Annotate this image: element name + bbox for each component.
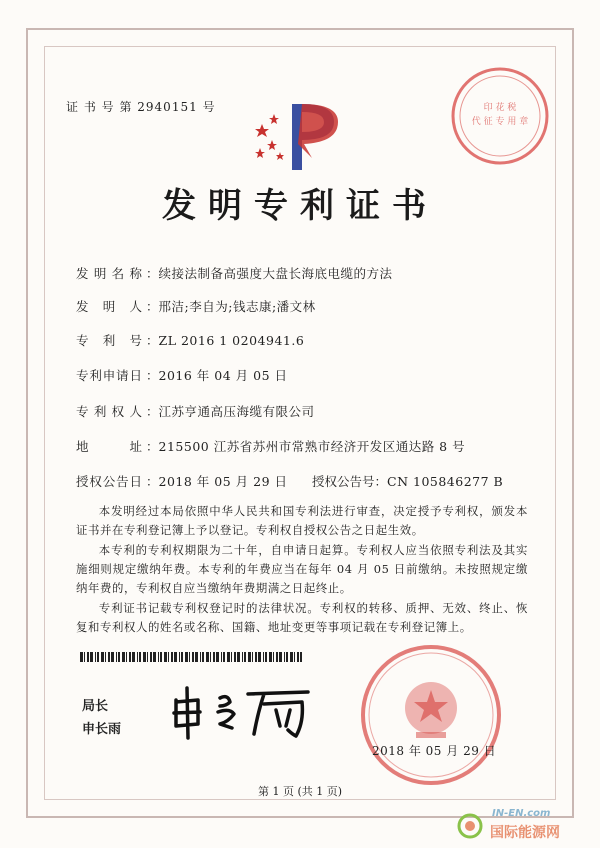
body-paragraph-1: 本发明经过本局依照中华人民共和国专利法进行审查，决定授予专利权，颁发本证书并在专利登记簿上予以登记。专利权自授权公告之日起生效。 — [76, 504, 528, 537]
watermark-text-en: IN-EN.com — [492, 808, 551, 819]
grant-number-field — [312, 472, 503, 490]
signature-icon — [168, 682, 318, 742]
body-paragraph-3: 专利证书记载专利权登记时的法律状况。专利权的转移、质押、无效、终止、恢复和专利权人的姓名或名称、国籍、地址变更等事项记载在专利登记簿上。 — [76, 601, 528, 634]
bureau-name: 申长雨 — [82, 722, 122, 737]
grant-number-value: CN 105846277 B — [387, 474, 504, 489]
certificate-title: 发明专利证书 — [162, 186, 438, 226]
bureau-title: 局长 — [82, 699, 109, 714]
patentee-field: 专 利 权 人 ：江苏亨通高压海缆有限公司 — [76, 404, 315, 419]
grant-date-field: 授 权 公 告 日 ：2018 年 05 月 29 日 — [76, 474, 288, 489]
inventors-value: 邢洁;李自为;钱志康;潘文林 — [158, 299, 316, 314]
patent-number-value: ZL 2016 1 0204941.6 — [158, 333, 305, 348]
patentee-value: 江苏亨通高压海缆有限公司 — [158, 404, 315, 419]
inventors-field: 发 明 人 ：邢洁;李自为;钱志康;潘文林 — [76, 299, 316, 314]
address-value: 215500 江苏省苏州市常熟市经济开发区通达路 8 号 — [158, 439, 466, 454]
svg-text:印 花 税: 印 花 税 — [483, 103, 517, 113]
inventors-label: 发 明 人 — [76, 299, 142, 314]
svg-text:代 征 专 用 章: 代 征 专 用 章 — [471, 117, 529, 127]
filing-date-value: 2016 年 04 月 05 日 — [158, 368, 288, 383]
address-field: 地 址 ：215500 江苏省苏州市常熟市经济开发区通达路 8 号 — [76, 439, 466, 454]
invention-name-field: 发 明 名 称 ：续接法制备高强度大盘长海底电缆的方法 — [76, 266, 393, 281]
patent-office-logo-icon — [252, 100, 348, 172]
page-number: 第 1 页 (共 1 页) — [257, 785, 343, 798]
patentee-label: 专 利 权 人 — [76, 404, 142, 419]
official-stamp-icon — [448, 64, 552, 168]
barcode-icon — [80, 652, 302, 662]
grant-date-label: 授 权 公 告 日 — [76, 474, 142, 489]
national-seal-icon — [358, 642, 504, 788]
issue-date: 2018 年 05 月 29 日 — [372, 744, 497, 758]
address-label: 地 址 — [76, 439, 142, 454]
invention-name-label: 发 明 名 称 — [76, 266, 142, 281]
grant-number-label: 授权公告号： — [312, 474, 388, 489]
filing-date-label: 专 利 申 请 日 — [76, 368, 142, 383]
body-paragraph-2: 本专利的专利权期限为二十年，自申请日起算。专利权人应当依照专利法及其实施细则规定缴纳年费。本专利的年费应当在每年 04 月 05 日前缴纳。未按照规定缴纳年费的，专利权自应当缴纳年费期满之日起终止。 — [76, 543, 528, 595]
patent-number-label: 专 利 号 — [76, 333, 142, 348]
patent-number-field: 专 利 号 ：ZL 2016 1 0204941.6 — [76, 333, 305, 348]
certificate-number: 证 书 号 第 2940151 号 — [66, 100, 216, 114]
grant-date-value: 2018 年 05 月 29 日 — [158, 474, 288, 489]
invention-name-value: 续接法制备高强度大盘长海底电缆的方法 — [158, 266, 393, 281]
watermark-text-cn: 国际能源网 — [490, 825, 560, 841]
filing-date-field: 专 利 申 请 日 ：2016 年 04 月 05 日 — [76, 368, 288, 383]
